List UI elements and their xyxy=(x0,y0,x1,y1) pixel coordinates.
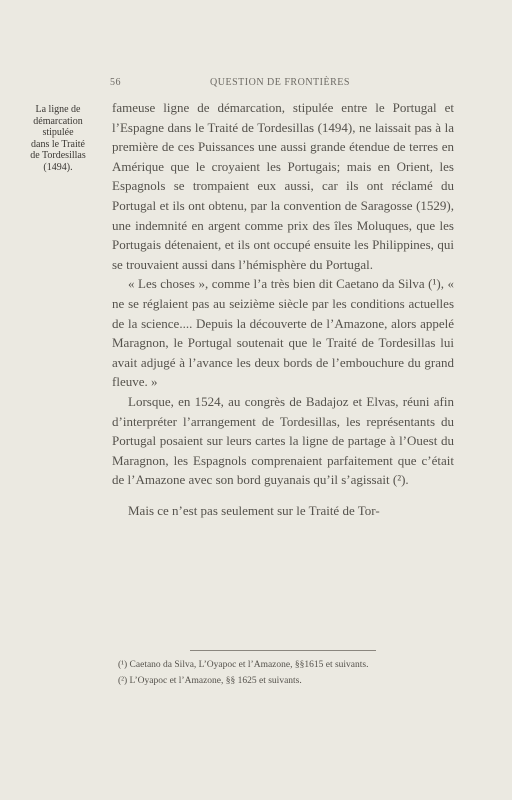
margin-note-line: de Tordesillas xyxy=(30,150,86,161)
footnote-1: (¹) Caetano da Silva, L’Oyapoc et l’Amazone, §§1615 et suivants. xyxy=(118,660,369,670)
body-text xyxy=(112,98,454,520)
paragraph-3: Lorsque, en 1524, au congrès de Badajoz et Elvas, réuni afin d’interpréter l’arrangement de Tordesillas, les représentants du Portugal posaient sur leurs cartes la ligne de partage à l’Ouest du Maragnon, les Espagnols comprenaient parfaitement que c’était de l’Amazone avec son bord guyanais qu’il s’agissait (²). xyxy=(112,393,454,488)
paragraph-1: fameuse ligne de démarcation, stipulée entre le Portugal et l’Espagne dans le Traité de Tordesillas (1494), ne laissait pas à la première de ces Puissances une aussi grande étendue de terres en Amérique que le croyaient les Portugais; mais en Orient, les Espagnols se trompaient eux aussi, car ils ont réclamé du Portugal et ils ont obtenu, par la convention de Saragosse (1529), une indemnité en argent comme prix des îles Moluques, que les Portugais détenaient, et ils ont occupé ensuite les Philippines, qui se trouvaient aussi dans l’hémisphère du Portugal. xyxy=(112,100,454,272)
margin-note-line: stipulée xyxy=(42,127,74,138)
paragraph-4: Mais ce n’est pas seulement sur le Traité de Tor- xyxy=(128,502,380,518)
running-title: QUESTION DE FRONTIÈRES xyxy=(210,77,350,88)
margin-note-line: démarcation xyxy=(33,115,83,127)
margin-note xyxy=(10,104,106,173)
margin-note-line: La ligne de xyxy=(35,104,81,115)
paragraph-2: « Les choses », comme l’a très bien dit Caetano da Silva (¹), « ne se réglaient pas au seizième siècle par les conditions actuelles de la science.... Depuis la découverte de l’Amazone, alors appelé Maragnon, le Portugal soutenait que le Traité de Tordesillas lui avait adjugé à l’avance les deux bords de l’embouchure du grand fleuve. » xyxy=(112,276,454,390)
page-number: 56 xyxy=(110,77,121,88)
footnote-divider xyxy=(190,650,376,651)
margin-note-line: (1494). xyxy=(43,161,73,173)
margin-note-line: dans le Traité xyxy=(31,138,85,150)
footnotes xyxy=(118,657,454,689)
footnote-2: (²) L’Oyapoc et l’Amazone, §§ 1625 et suivants. xyxy=(118,676,302,686)
